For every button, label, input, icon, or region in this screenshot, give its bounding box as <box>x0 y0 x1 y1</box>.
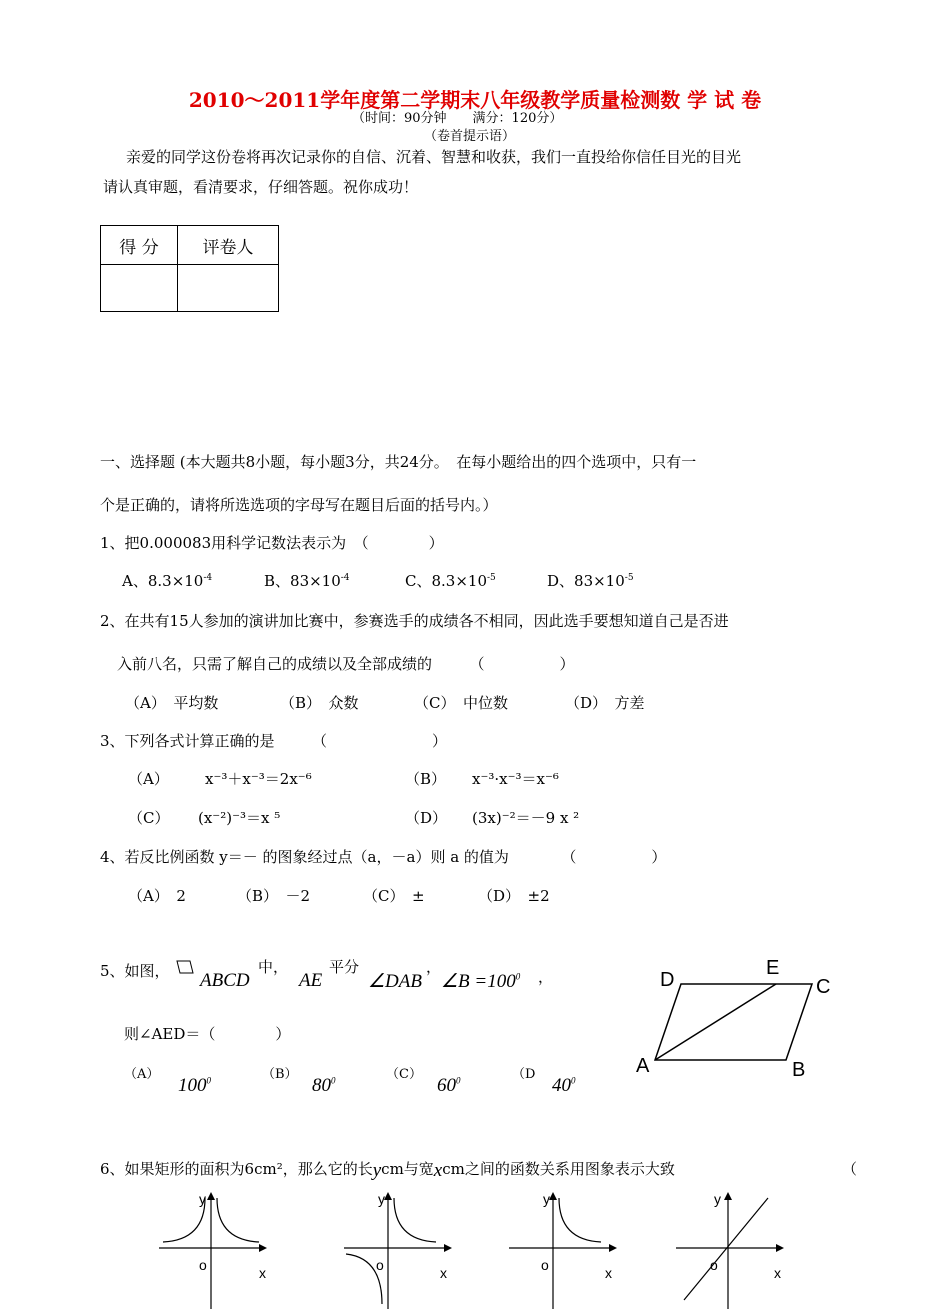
q5-option-a[interactable]: $100^0$ <box>178 1075 211 1096</box>
vertex-e: E <box>766 957 780 979</box>
graph-c-o-label: o <box>541 1257 549 1273</box>
q6-paren: （ <box>842 1160 858 1178</box>
graph-d-x-label: x <box>774 1265 781 1281</box>
q3-option-d-label[interactable]: （D） <box>405 809 448 827</box>
q3-option-c[interactable]: (x⁻²)⁻³＝x ⁵ <box>198 809 281 827</box>
graph-d-y-label: y <box>714 1191 721 1207</box>
graph-b-o-label: o <box>376 1257 384 1273</box>
grader-cell[interactable] <box>178 265 279 312</box>
q1-option-d[interactable]: D、$83\times 10^{-5}$ <box>547 572 634 590</box>
q2-option-d[interactable]: （D） 方差 <box>565 694 645 712</box>
graph-b-y-label: y <box>378 1191 385 1207</box>
q3-option-c-label[interactable]: （C） <box>128 809 170 827</box>
q2-stem-1: 2、在共有15人参加的演讲加比赛中，参赛选手的成绩各不相同，因此选手要想知道自己是否进 <box>100 612 729 630</box>
grader-header: 评卷人 <box>178 226 279 265</box>
q1-stem: 1、把0.000083用科学记数法表示为 （ ） <box>100 534 444 552</box>
score-cell[interactable] <box>101 265 178 312</box>
q5-comma-2: ， <box>538 968 554 986</box>
q5-ae: AE <box>299 970 323 991</box>
vertex-b: B <box>792 1059 806 1081</box>
q5-abcd: ABCD <box>200 970 250 991</box>
score-header: 得 分 <box>101 226 178 265</box>
graph-c-x-label: x <box>605 1265 612 1281</box>
q5-option-c-label[interactable]: （C） <box>386 1067 422 1082</box>
q5-comma-1: ， <box>426 958 442 976</box>
q5-angle-dab: ∠DAB <box>368 971 422 992</box>
q5-option-d-label[interactable]: （D <box>512 1067 536 1082</box>
parallelogram-figure <box>630 950 850 1090</box>
graph-b-x-label: x <box>440 1265 447 1281</box>
graph-a-x-label: x <box>259 1265 266 1281</box>
q2-option-c[interactable]: （C） 中位数 <box>414 694 509 712</box>
q5-option-a-label[interactable]: （A） <box>124 1067 160 1082</box>
q2-stem-2: 入前八名，只需了解自己的成绩以及全部成绩的 （ ） <box>117 655 575 673</box>
q6-stem: 6、如果矩形的面积为6cm²，那么它的长ycm与宽xcm之间的函数关系用图象表示大致 <box>100 1160 675 1181</box>
q3-option-d[interactable]: (3x)⁻²＝－9 x ² <box>472 809 580 827</box>
graph-d[interactable] <box>672 1192 784 1309</box>
hint-title: （卷首提示语） <box>424 129 516 144</box>
q2-option-a[interactable]: （A） 平均数 <box>125 694 219 712</box>
section1-line-2: 个是正确的，请将所选选项的字母写在题目后面的括号内。） <box>100 496 498 514</box>
q5-text-pingfen: 平分 <box>329 958 360 976</box>
q4-option-a[interactable]: （A） 2 <box>128 887 186 905</box>
score-table <box>100 225 279 312</box>
q4-option-d[interactable]: （D） ±2 <box>478 887 550 905</box>
q5-text-zhong: 中， <box>258 958 289 976</box>
q4-stem: 4、若反比例函数 y＝－ 的图象经过点（a，－a）则 a 的值为 （ ） <box>100 848 667 866</box>
q4-option-c[interactable]: （C） ± <box>363 887 425 905</box>
graph-d-o-label: o <box>710 1257 718 1273</box>
q1-option-a[interactable]: A、$8.3\times 10^{-4}$ <box>122 572 213 590</box>
vertex-a: A <box>636 1055 650 1077</box>
q3-option-a-label[interactable]: （A） <box>128 770 169 788</box>
graph-b[interactable] <box>340 1192 452 1309</box>
q3-option-b-label[interactable]: （B） <box>405 770 447 788</box>
q3-option-b[interactable]: x⁻³·x⁻³＝x⁻⁶ <box>472 770 559 788</box>
intro-line-1: 亲爱的同学这份卷将再次记录你的自信、沉着、智慧和收获，我们一直投给你信任目光的目光 <box>126 148 742 166</box>
graph-a[interactable] <box>155 1192 267 1309</box>
q5-option-b[interactable]: $80^0$ <box>312 1075 336 1096</box>
q1-option-c[interactable]: C、$8.3\times 10^{-5}$ <box>405 572 496 590</box>
q5-option-c[interactable]: $60^0$ <box>437 1075 461 1096</box>
vertex-d: D <box>660 969 675 991</box>
time-info: （时间：90分钟 满分：120分） <box>352 111 563 126</box>
parallelogram-shape <box>655 984 812 1060</box>
q3-stem: 3、下列各式计算正确的是 （ ） <box>100 732 448 750</box>
section1-line-1: 一、选择题 (本大题共8小题，每小题3分，共24分。 在每小题给出的四个选项中，只有一 <box>100 453 697 471</box>
q2-option-b[interactable]: （B） 众数 <box>280 694 359 712</box>
q5-stem-2: 则∠AED＝（ ） <box>124 1025 291 1043</box>
graph-c[interactable] <box>505 1192 617 1309</box>
parallelogram-icon <box>176 960 194 974</box>
q5-option-d[interactable]: $40^0$ <box>552 1075 576 1096</box>
graph-a-o-label: o <box>199 1257 207 1273</box>
q3-option-a[interactable]: x⁻³＋x⁻³＝2x⁻⁶ <box>205 770 312 788</box>
graph-c-y-label: y <box>543 1191 550 1207</box>
graph-a-y-label: y <box>199 1191 206 1207</box>
intro-line-2: 请认真审题，看清要求，仔细答题。祝你成功！ <box>103 178 419 196</box>
q1-option-b[interactable]: B、$83\times 10^{-4}$ <box>264 572 350 590</box>
q5-prefix: 5、如图， <box>100 962 170 980</box>
exam-title: 2010～2011学年度第二学期末八年级教学质量检测数 学 试 卷 <box>188 88 762 112</box>
segment-ae <box>655 984 776 1060</box>
q5-option-b-label[interactable]: （B） <box>262 1067 298 1082</box>
q5-angle-b: ∠B $=100^0$ <box>441 971 521 992</box>
vertex-c: C <box>816 976 831 998</box>
q4-option-b[interactable]: （B） －2 <box>237 887 311 905</box>
